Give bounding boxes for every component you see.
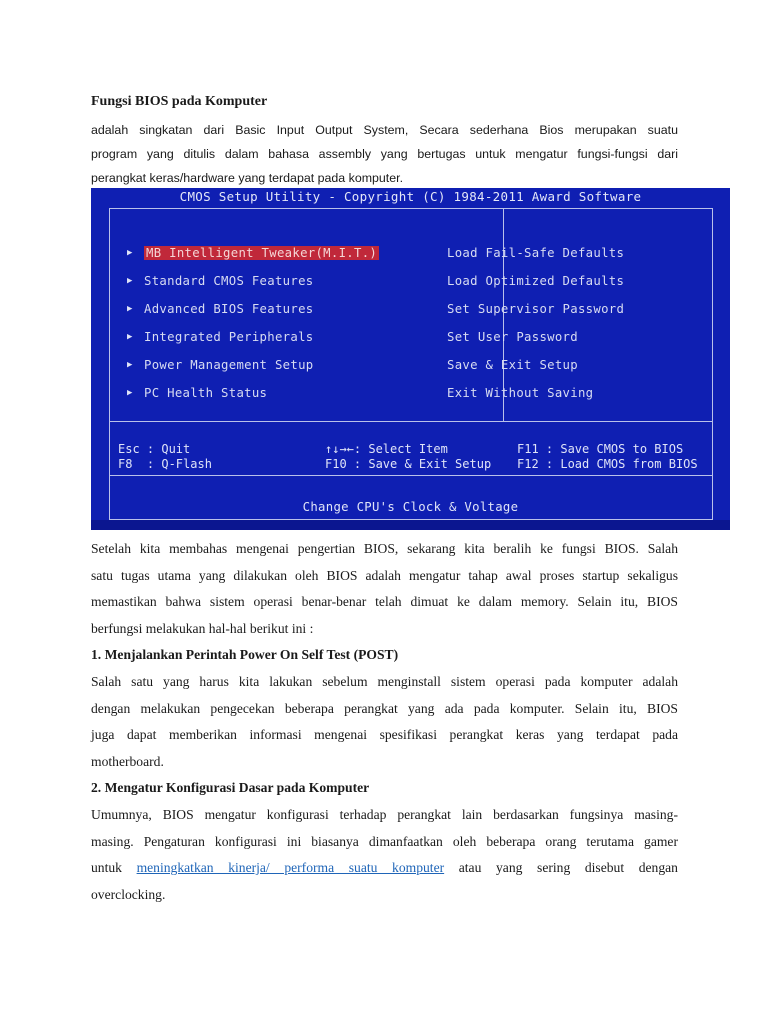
bios-menu-item-fail-safe: Load Fail-Safe Defaults bbox=[447, 246, 625, 260]
paragraph bbox=[91, 802, 678, 908]
bios-menu-item-user-password: Set User Password bbox=[447, 330, 578, 344]
bios-menu-item-pc-health: ▶ PC Health Status bbox=[127, 386, 268, 400]
bios-menu-item-optimized: Load Optimized Defaults bbox=[447, 274, 625, 288]
intro-line: adalah singkatan dari Basic Input Output System, Secara sederhana Bios merupakan suatu bbox=[91, 123, 678, 137]
text-line: berfungsi melakukan hal-hal berikut ini : bbox=[91, 620, 314, 636]
bios-divider bbox=[109, 421, 712, 422]
text-line: satu tugas utama yang dilakukan oleh BIOS adalah mengatur tahap awal proses startup sekaligus bbox=[91, 567, 678, 583]
text-line: juga dapat memberikan informasi mengenai spesifikasi perangkat keras yang terdapat pada bbox=[91, 727, 678, 743]
bios-bottom-strip bbox=[91, 520, 730, 530]
bios-menu-item-advanced-bios: ▶ Advanced BIOS Features bbox=[127, 302, 314, 316]
bios-header: CMOS Setup Utility - Copyright (C) 1984-2011 Award Software bbox=[179, 189, 642, 204]
text-line: Setelah kita membahas mengenai pengertian BIOS, sekarang kita beralih ke fungsi BIOS. Salah bbox=[91, 541, 678, 556]
page-title: Fungsi BIOS pada Komputer bbox=[91, 94, 268, 109]
bios-menu-item-mit: ▶ MB Intelligent Tweaker(M.I.T.) bbox=[127, 246, 378, 260]
text-line: Salah satu yang harus kita lakukan sebelum menginstall sistem operasi pada komputer adalah bbox=[91, 673, 678, 689]
text-line-with-link: untuk meningkatkan kinerja/ performa suatu komputer atau yang sering disebut dengan bbox=[91, 860, 678, 876]
text-line: motherboard. bbox=[91, 753, 164, 769]
bios-menu-item-standard-cmos: ▶ Standard CMOS Features bbox=[127, 274, 314, 288]
text-line: masing. Pengaturan konfigurasi ini biasanya dimanfaatkan oleh beberapa orang terutama gamer bbox=[91, 833, 678, 849]
triangle-right-icon: ▶ bbox=[127, 360, 133, 370]
intro-line: program yang ditulis dalam bahasa assembly yang bertugas untuk mengatur fungsi-fungsi dari bbox=[91, 147, 678, 161]
article-body bbox=[91, 536, 678, 908]
text-line: overclocking. bbox=[91, 886, 166, 902]
bios-key-legend: Esc : Quit F8 : Q-Flash bbox=[118, 442, 212, 471]
bios-menu-item-exit-without-saving: Exit Without Saving bbox=[447, 386, 594, 400]
bios-menu-item-integrated-peripherals: ▶ Integrated Peripherals bbox=[127, 330, 314, 344]
bios-menu-item-supervisor-password: Set Supervisor Password bbox=[447, 302, 625, 316]
text-line: memastikan bahwa sistem operasi benar-benar telah dimuat ke dalam memory. Selain itu, BIOS bbox=[91, 594, 678, 610]
triangle-right-icon: ▶ bbox=[127, 276, 133, 286]
bios-divider bbox=[109, 475, 712, 476]
intro-paragraph bbox=[91, 118, 678, 190]
paragraph bbox=[91, 669, 678, 775]
triangle-right-icon: ▶ bbox=[127, 332, 133, 342]
triangle-right-icon: ▶ bbox=[127, 304, 133, 314]
text-line: dengan melakukan pengecekan beberapa perangkat yang ada pada komputer. Selain itu, BIOS bbox=[91, 700, 678, 716]
bios-screenshot bbox=[91, 188, 730, 530]
bios-menu-item-power-management: ▶ Power Management Setup bbox=[127, 358, 314, 372]
bios-menu-item-save-exit: Save & Exit Setup bbox=[447, 358, 578, 372]
paragraph bbox=[91, 536, 678, 642]
bios-help-text: Change CPU's Clock & Voltage bbox=[302, 500, 519, 514]
bios-key-legend: ↑↓→←: Select Item F10 : Save & Exit Setup bbox=[325, 442, 492, 471]
triangle-right-icon: ▶ bbox=[127, 388, 133, 398]
triangle-right-icon: ▶ bbox=[127, 248, 133, 258]
overclocking-article-link[interactable]: meningkatkan kinerja/ performa suatu komputer bbox=[136, 860, 445, 876]
bios-right-menu bbox=[447, 244, 624, 412]
bios-key-legend: F11 : Save CMOS to BIOS F12 : Load CMOS from BIOS bbox=[517, 442, 698, 471]
text-line: Umumnya, BIOS mengatur konfigurasi terhadap perangkat lain berdasarkan fungsinya masing- bbox=[91, 806, 678, 822]
section-heading: 1. Menjalankan Perintah Power On Self Test (POST) bbox=[91, 647, 399, 663]
bios-left-menu bbox=[127, 244, 379, 412]
section-heading: 2. Mengatur Konfigurasi Dasar pada Komputer bbox=[91, 780, 370, 796]
intro-line: perangkat keras/hardware yang terdapat pada komputer. bbox=[91, 171, 404, 185]
